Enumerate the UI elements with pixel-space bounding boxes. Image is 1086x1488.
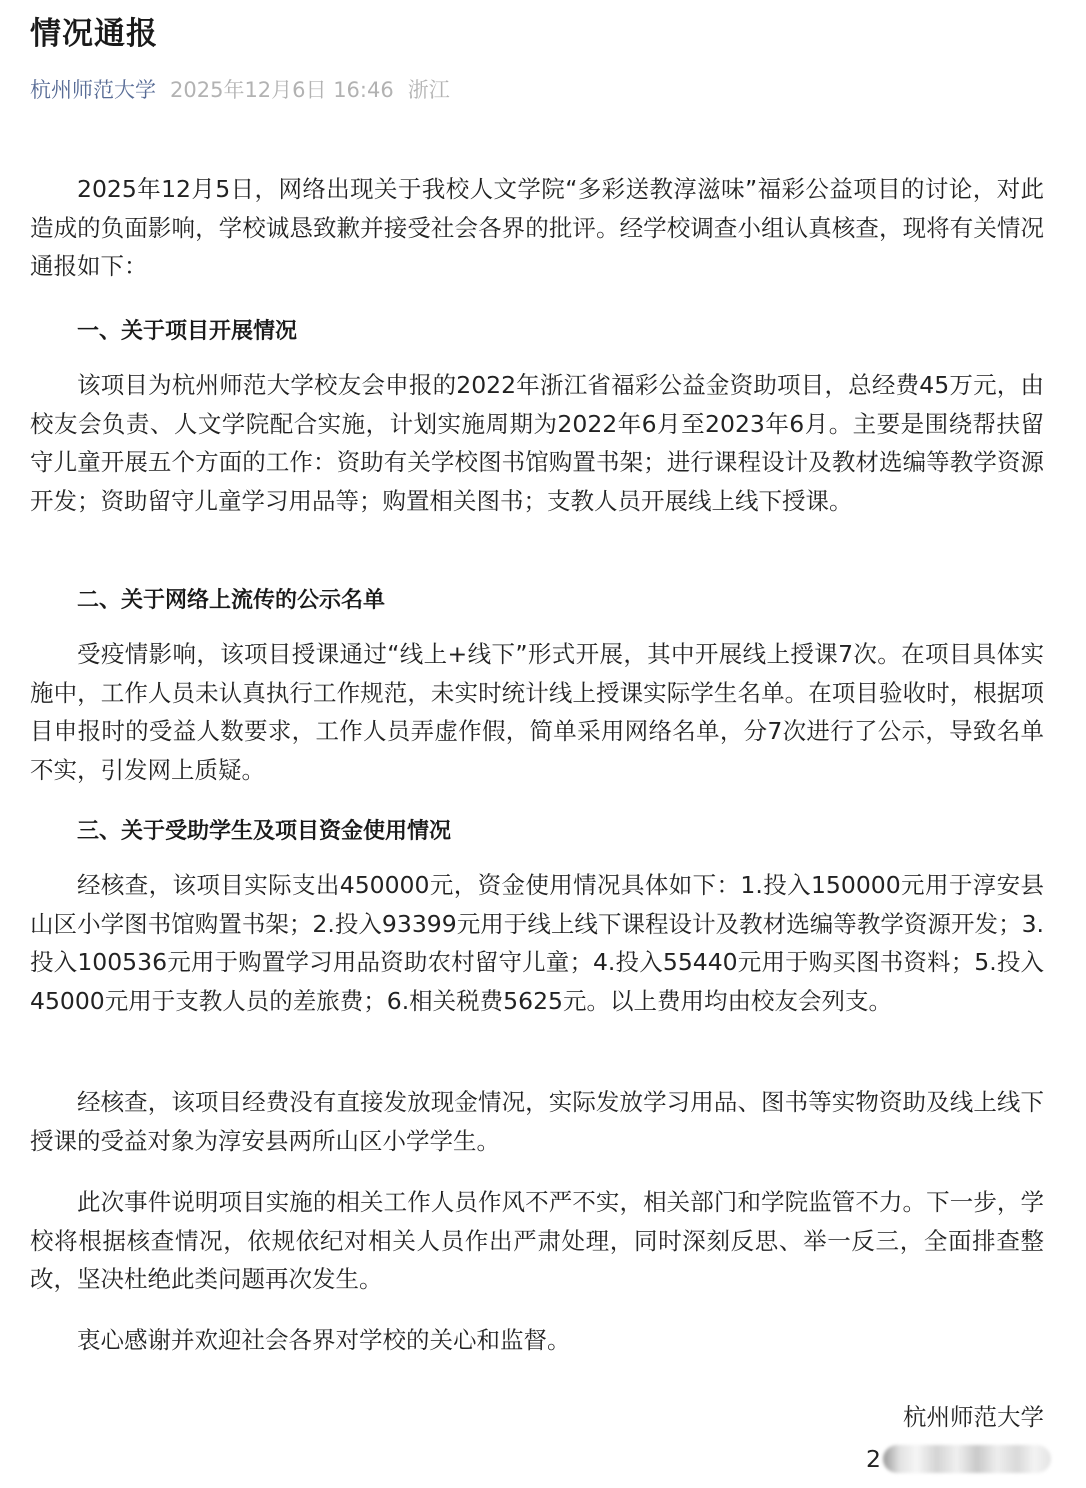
section-3-paragraph-3: 此次事件说明项目实施的相关工作人员作风不严不实，相关部门和学院监管不力。下一步，学校将根据核查情况，依规依纪对相关人员作出严肃处理，同时深刻反思、举一反三，全面排查整改，坚决杜绝此类问题再次发生。 bbox=[30, 1188, 1044, 1293]
section-3-paragraph-1: 经核查，该项目实际支出450000元，资金使用情况具体如下：1.投入150000元用于淳安县山区小学图书馆购置书架；2.投入93399元用于线上线下课程设计及教材选编等教学资源开发；3.投入100536元用于购置学习用品资助农村留守儿童；4.投入55440元用于购买图书资料；5.投入45000元用于支教人员的差旅费；6.相关税费5625元。以上费用均由校友会列支。 bbox=[30, 871, 1044, 1015]
signature-date-visible: 2 bbox=[866, 1445, 881, 1473]
page-title: 情况通报 bbox=[30, 16, 158, 52]
section-heading-1: 一、关于项目开展情况 bbox=[77, 319, 298, 344]
closing-paragraph: 衷心感谢并欢迎社会各界对学校的关心和监督。 bbox=[77, 1326, 571, 1354]
signature-name: 杭州师范大学 bbox=[903, 1403, 1044, 1431]
source-account-link[interactable]: 杭州师范大学 bbox=[30, 78, 156, 102]
redaction-blur bbox=[883, 1445, 1051, 1473]
section-heading-3: 三、关于受助学生及项目资金使用情况 bbox=[77, 819, 452, 844]
section-heading-2: 二、关于网络上流传的公示名单 bbox=[77, 588, 386, 613]
article-meta bbox=[30, 74, 450, 106]
publish-location: 浙江 bbox=[407, 78, 450, 102]
section-1-paragraph-1: 该项目为杭州师范大学校友会申报的2022年浙江省福彩公益金资助项目，总经费45万元，由校友会负责、人文学院配合实施，计划实施周期为2022年6月至2023年6月。主要是围绕帮扶留守儿童开展五个方面的工作：资助有关学校图书馆购置书架；进行课程设计及教材选编等教学资源开发；资助留守儿童学习用品等；购置相关图书；支教人员开展线上线下授课。 bbox=[30, 371, 1044, 515]
section-3-paragraph-2: 经核查，该项目经费没有直接发放现金情况，实际发放学习用品、图书等实物资助及线上线下授课的受益对象为淳安县两所山区小学学生。 bbox=[30, 1088, 1044, 1155]
signature-date bbox=[866, 1442, 1051, 1476]
publish-date: 2025年12月6日 16:46 bbox=[170, 78, 394, 102]
intro-paragraph: 2025年12月5日，网络出现关于我校人文学院“多彩送教淳滋味”福彩公益项目的讨论，对此造成的负面影响，学校诚恳致歉并接受社会各界的批评。经学校调查小组认真核查，现将有关情况通报如下： bbox=[30, 175, 1044, 280]
section-2-paragraph-1: 受疫情影响，该项目授课通过“线上+线下”形式开展，其中开展线上授课7次。在项目具体实施中，工作人员未认真执行工作规范，未实时统计线上授课实际学生名单。在项目验收时，根据项目申报时的受益人数要求，工作人员弄虚作假，简单采用网络名单，分7次进行了公示，导致名单不实，引发网上质疑。 bbox=[30, 640, 1044, 784]
